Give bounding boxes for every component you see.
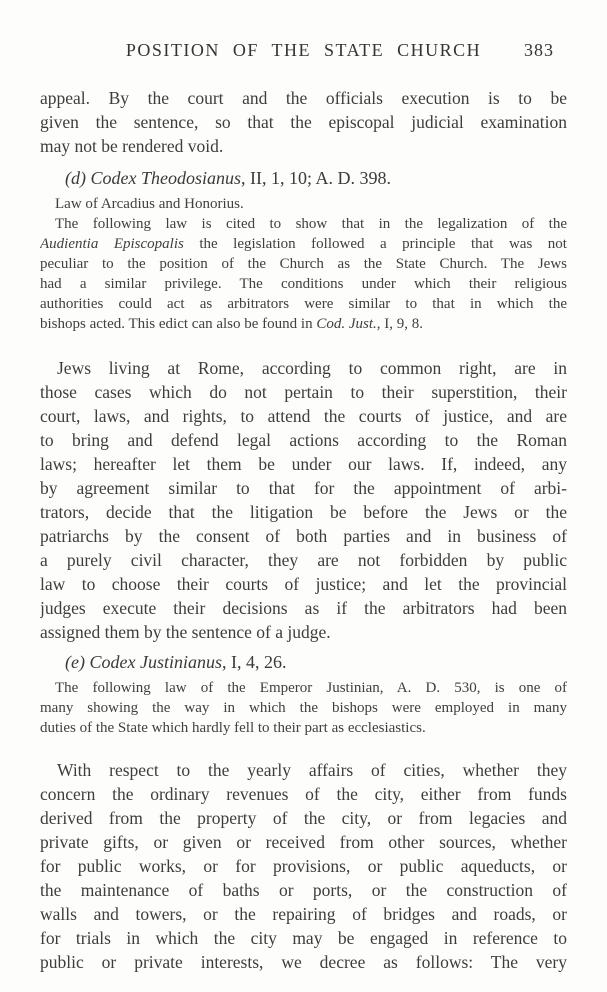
text-line: patriarchs by the consent of both parties and in business of	[40, 526, 567, 546]
text-line: trators, decide that the litigation be before the Jews or the	[40, 502, 567, 522]
text-line: bishops acted. This edict can also be found in Cod. Just., I, 9, 8.	[40, 316, 423, 332]
text-line: walls and towers, or the repairing of bridges and roads, or	[40, 904, 567, 924]
text-line: (d) Codex Theodosianus, II, 1, 10; A. D. 398.	[65, 168, 391, 188]
text-line: private gifts, or given or received from other sources, whether	[40, 832, 567, 852]
text-line: may not be rendered void.	[40, 136, 224, 156]
text-line: (e) Codex Justinianus, I, 4, 26.	[65, 652, 287, 672]
text-line: judges execute their decisions as if the arbitrators had been	[40, 598, 567, 618]
heading-e	[40, 650, 567, 674]
text-line: The following law of the Emperor Justinian, A. D. 530, is one of	[55, 680, 567, 696]
text-line: by agreement similar to that for the appointment of arbi-	[40, 478, 567, 498]
note-d-comment	[40, 214, 567, 334]
page-number: 383	[524, 40, 554, 60]
text-line: appeal. By the court and the officials execution is to be	[40, 88, 567, 108]
text-line: court, laws, and rights, to attend the courts of justice, and are	[40, 406, 567, 426]
paragraph-jews	[40, 356, 567, 644]
text-line: law to choose their courts of justice; and let the provincial	[40, 574, 567, 594]
text-line: for trials in which the city may be engaged in reference to	[40, 928, 567, 948]
text-line: had a similar privilege. The conditions under which their religious	[40, 276, 567, 292]
page-content	[40, 86, 567, 974]
text-line: peculiar to the position of the Church as the State Church. The Jews	[40, 256, 567, 272]
text-line: duties of the State which hardly fell to their part as ecclesiastics.	[40, 720, 426, 736]
text-line: the maintenance of baths or ports, or the construction of	[40, 880, 567, 900]
text-line: a purely civil character, they are not forbidden by public	[40, 550, 567, 570]
text-line: Jews living at Rome, according to common right, are in	[57, 358, 567, 378]
text-line: derived from the property of the city, or from legacies and	[40, 808, 567, 828]
paragraph-cities	[40, 758, 567, 974]
text-line: Law of Arcadius and Honorius.	[55, 196, 244, 212]
text-line: many showing the way in which the bishops were employed in many	[40, 700, 567, 716]
text-line: The following law is cited to show that in the legalization of the	[55, 216, 567, 232]
text-line: concern the ordinary revenues of the city, either from funds	[40, 784, 567, 804]
heading-d	[40, 166, 567, 190]
text-line: assigned them by the sentence of a judge.	[40, 622, 331, 642]
text-line: those cases which do not pertain to their superstition, their	[40, 382, 567, 402]
text-line: given the sentence, so that the episcopal judicial examination	[40, 112, 567, 132]
paragraph-appeal	[40, 86, 567, 158]
text-line: authorities could act as arbitrators were similar to that in which the	[40, 296, 567, 312]
text-line: With respect to the yearly affairs of cities, whether they	[57, 760, 567, 780]
text-line: for public works, or for provisions, or public aqueducts, or	[40, 856, 567, 876]
running-header	[40, 40, 567, 60]
note-e-comment	[40, 678, 567, 738]
note-d-law	[40, 194, 567, 214]
text-line: Audientia Episcopalis the legislation followed a principle that was not	[40, 236, 567, 252]
text-line: laws; hereafter let them be under our laws. If, indeed, any	[40, 454, 567, 474]
text-line: to bring and defend legal actions according to the Roman	[40, 430, 567, 450]
text-line: public or private interests, we decree as follows: The very	[40, 952, 567, 972]
page-title: POSITION OF THE STATE CHURCH	[125, 40, 482, 60]
